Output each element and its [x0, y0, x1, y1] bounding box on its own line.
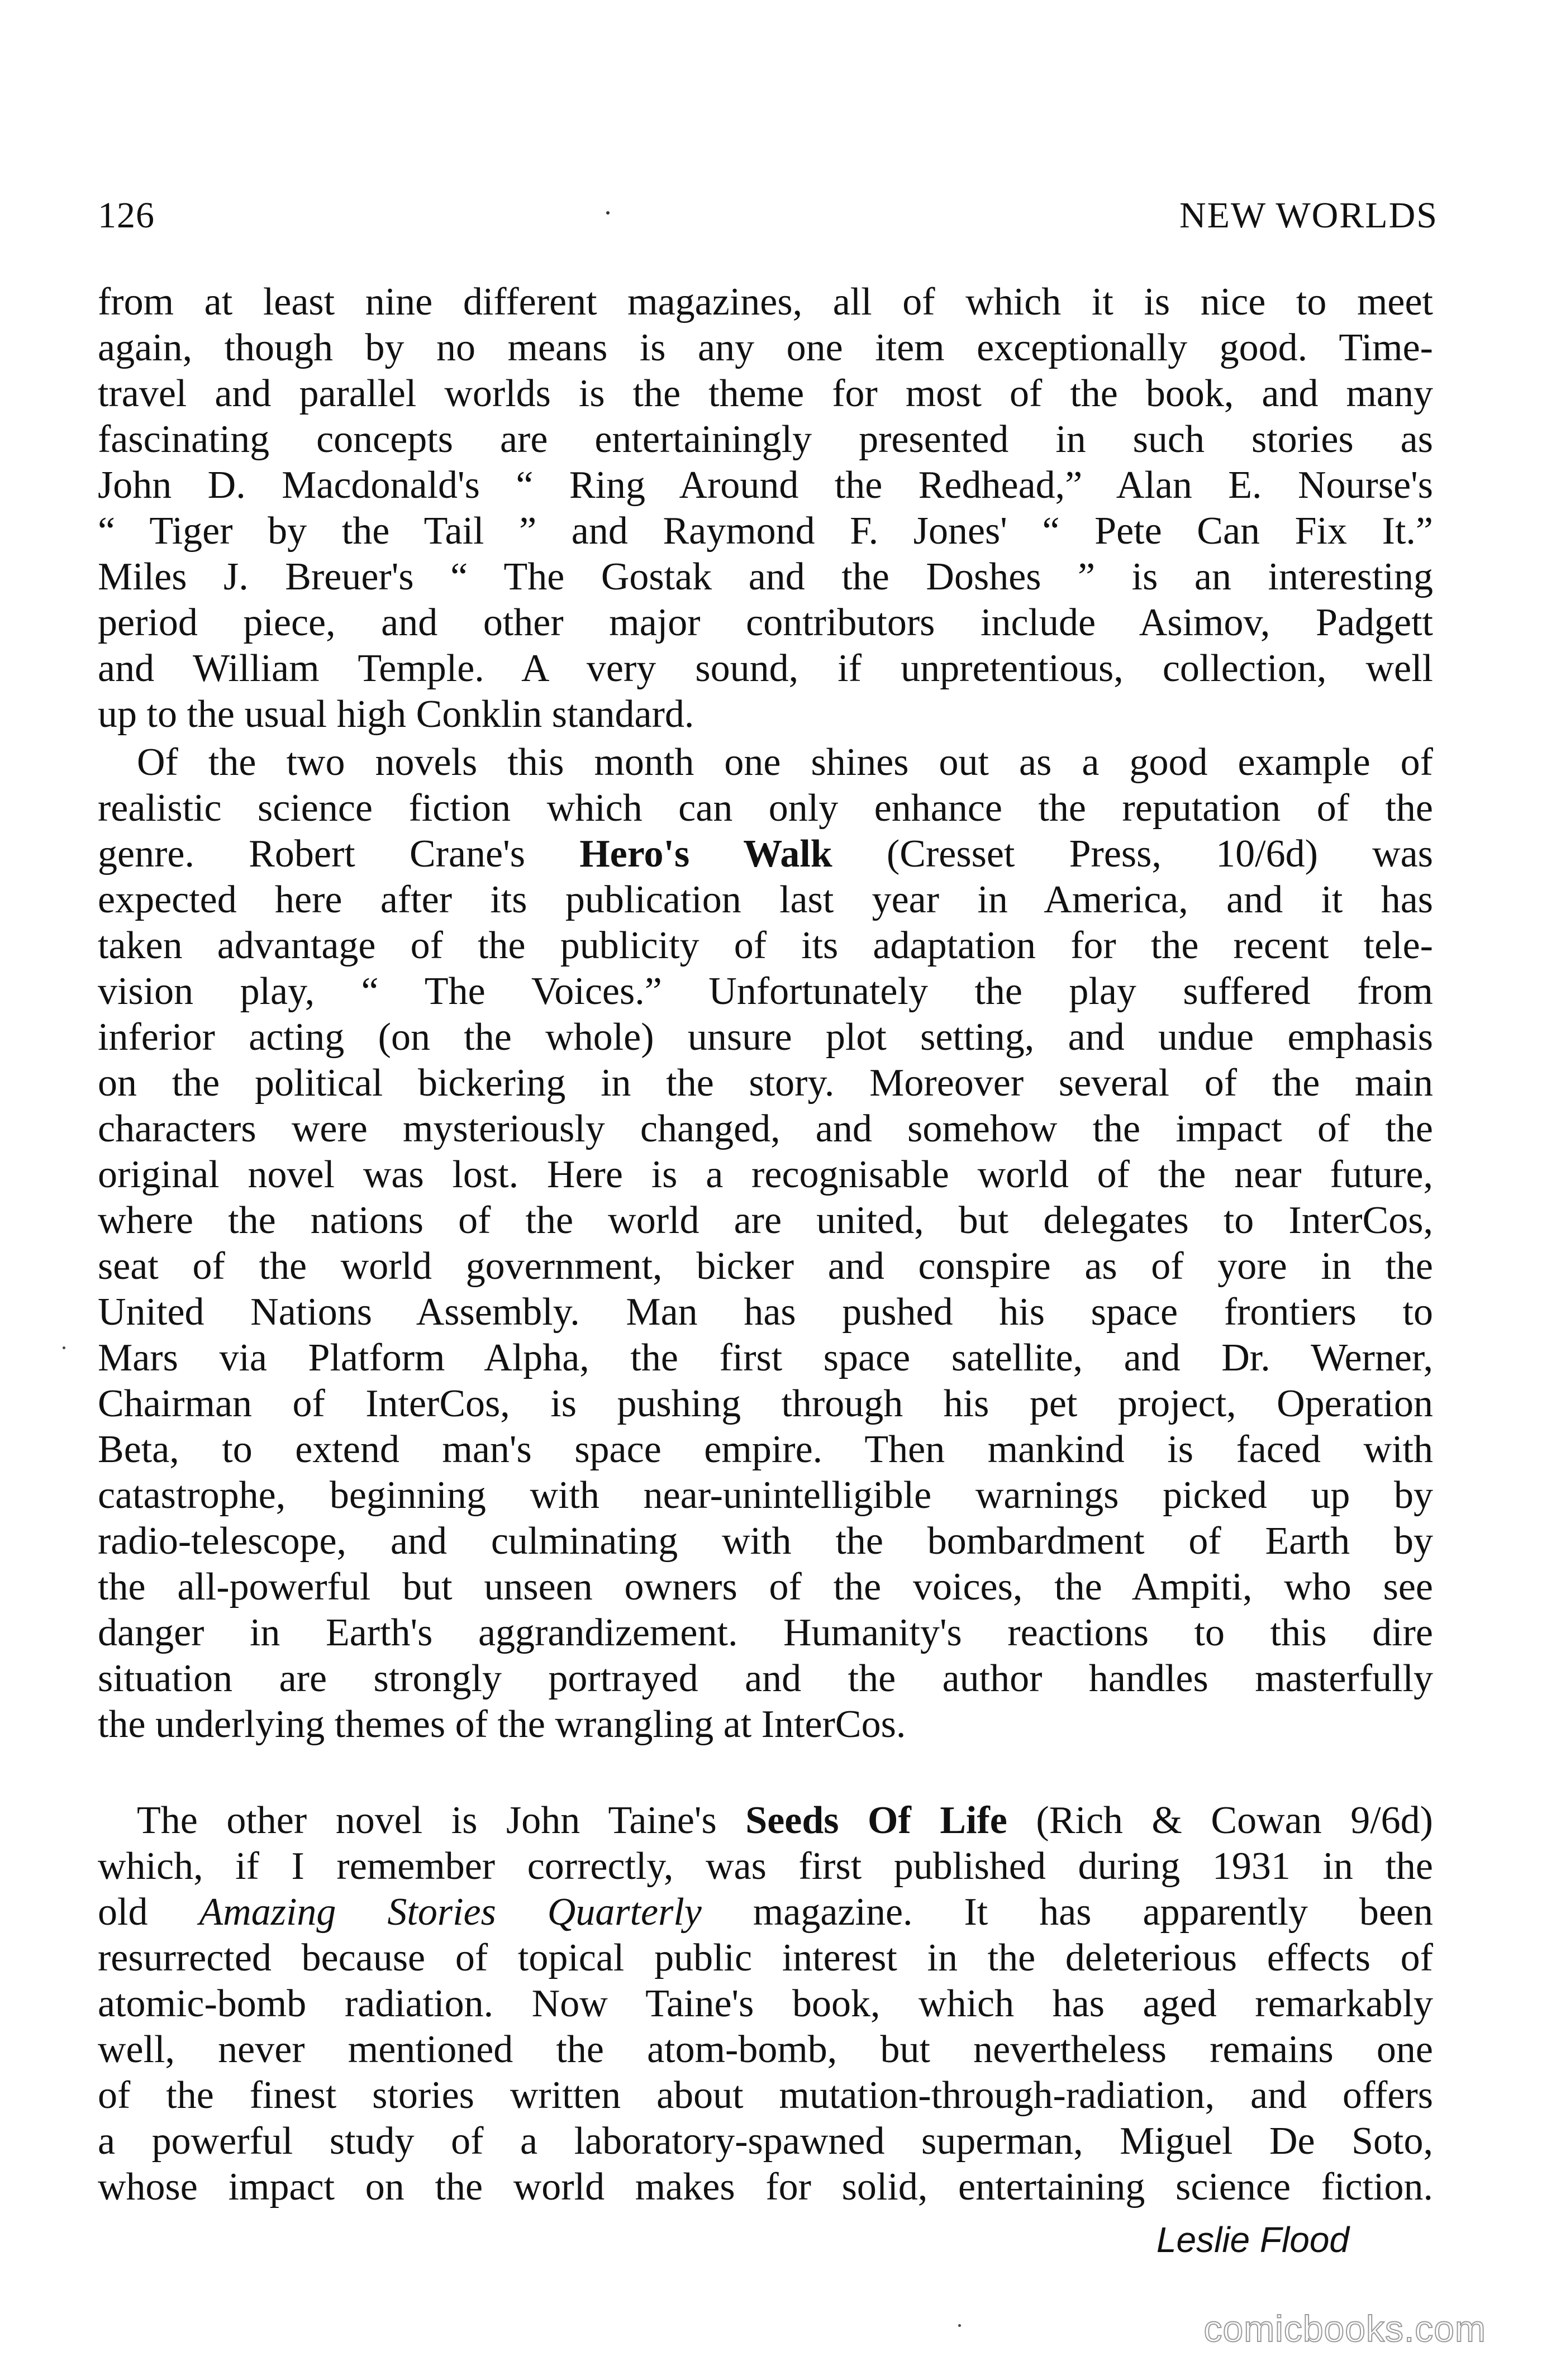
text-line: Mars via Platform Alpha, the first space satellite, and Dr. Werner, [98, 1336, 1433, 1379]
text-line: vision play, “ The Voices.” Unfortunately the play suffered from [98, 970, 1433, 1013]
text-line: fascinating concepts are entertainingly presented in such stories as [98, 418, 1433, 461]
paragraph-3 [98, 1798, 1433, 2210]
text-line: danger in Earth's aggrandizement. Humanity's reactions to this dire [98, 1611, 1433, 1654]
book-title-heros-walk: Hero's Walk [579, 832, 832, 875]
text-line: on the political bickering in the story. Moreover several of the main [98, 1062, 1433, 1105]
running-head: NEW WORLDS [1179, 195, 1438, 236]
text-run: (Cresset Press, 10/6d) was [832, 832, 1433, 875]
text-line: expected here after its publication last year in America, and it has [98, 878, 1433, 921]
text-line: the underlying themes of the wrangling at InterCos. [98, 1703, 906, 1746]
text-line: up to the usual high Conklin standard. [98, 693, 694, 736]
text-line [98, 831, 1433, 877]
text-line: from at least nine different magazines, all of which it is nice to meet [98, 280, 1433, 323]
text-line: John D. Macdonald's “ Ring Around the Redhead,” Alan E. Nourse's [98, 464, 1433, 507]
text-line: where the nations of the world are united, but delegates to InterCos, [98, 1199, 1433, 1242]
text-run: (Rich & Cowan 9/6d) [1007, 1799, 1433, 1842]
header-speck [606, 211, 610, 215]
paragraph-1 [98, 279, 1433, 737]
text-line: radio-telescope, and culminating with the bombardment of Earth by [98, 1520, 1433, 1563]
watermark: comicbooks.com [1203, 2308, 1486, 2349]
text-line: “ Tiger by the Tail ” and Raymond F. Jones' “ Pete Can Fix It.” [98, 510, 1433, 553]
text-line: a powerful study of a laboratory-spawned superman, Miguel De Soto, [98, 2120, 1433, 2163]
text-line: inferior acting (on the whole) unsure plot setting, and undue emphasis [98, 1016, 1433, 1059]
text-line: Beta, to extend man's space empire. Then mankind is faced with [98, 1428, 1433, 1471]
text-run: magazine. It has apparently been [701, 1891, 1433, 1934]
text-line: travel and parallel worlds is the theme for most of the book, and many [98, 372, 1433, 415]
text-run: old [98, 1891, 199, 1934]
print-speck [958, 2324, 961, 2327]
text-line: characters were mysteriously changed, and somehow the impact of the [98, 1107, 1433, 1150]
text-line [98, 1798, 1433, 1844]
page-number: 126 [98, 195, 155, 236]
text-line: situation are strongly portrayed and the author handles masterfully [98, 1657, 1433, 1700]
text-line: original novel was lost. Here is a recognisable world of the near future, [98, 1153, 1433, 1196]
text-line: realistic science fiction which can only enhance the reputation of the [98, 787, 1433, 830]
text-line: United Nations Assembly. Man has pushed his space frontiers to [98, 1291, 1433, 1334]
text-line: of the finest stories written about mutation-through-radiation, and offers [98, 2074, 1433, 2117]
text-line: resurrected because of topical public interest in the deleterious effects of [98, 1936, 1433, 1979]
text-line: seat of the world government, bicker and conspire as of yore in the [98, 1245, 1433, 1288]
book-title-seeds-of-life: Seeds Of Life [745, 1799, 1007, 1842]
text-line: Chairman of InterCos, is pushing through his pet project, Operation [98, 1382, 1433, 1425]
paragraph-2 [98, 740, 1433, 1748]
text-line: well, never mentioned the atom-bomb, but nevertheless remains one [98, 2028, 1433, 2071]
text-line: period piece, and other major contributors include Asimov, Padgett [98, 601, 1433, 644]
author-signature: Leslie Flood [1156, 2220, 1349, 2260]
text-line [98, 1889, 1433, 1935]
text-line: the all-powerful but unseen owners of the voices, the Ampiti, who see [98, 1565, 1433, 1608]
magazine-title: Amazing Stories Quarterly [199, 1891, 702, 1934]
text-line: and William Temple. A very sound, if unpretentious, collection, well [98, 647, 1433, 690]
text-line: whose impact on the world makes for solid, entertaining science fiction. [98, 2165, 1433, 2208]
text-run: genre. Robert Crane's [98, 832, 580, 875]
text-run: The other novel is John Taine's [137, 1799, 746, 1842]
text-line: Miles J. Breuer's “ The Gostak and the Doshes ” is an interesting [98, 555, 1433, 598]
text-line: again, though by no means is any one item exceptionally good. Time- [98, 326, 1433, 369]
text-line: Of the two novels this month one shines out as a good example of [137, 741, 1433, 784]
text-line: which, if I remember correctly, was first published during 1931 in the [98, 1845, 1433, 1888]
print-speck [63, 1346, 65, 1349]
text-line: taken advantage of the publicity of its adaptation for the recent tele- [98, 924, 1433, 967]
text-line: atomic-bomb radiation. Now Taine's book, which has aged remarkably [98, 1982, 1433, 2025]
text-line: catastrophe, beginning with near-unintelligible warnings picked up by [98, 1474, 1433, 1517]
